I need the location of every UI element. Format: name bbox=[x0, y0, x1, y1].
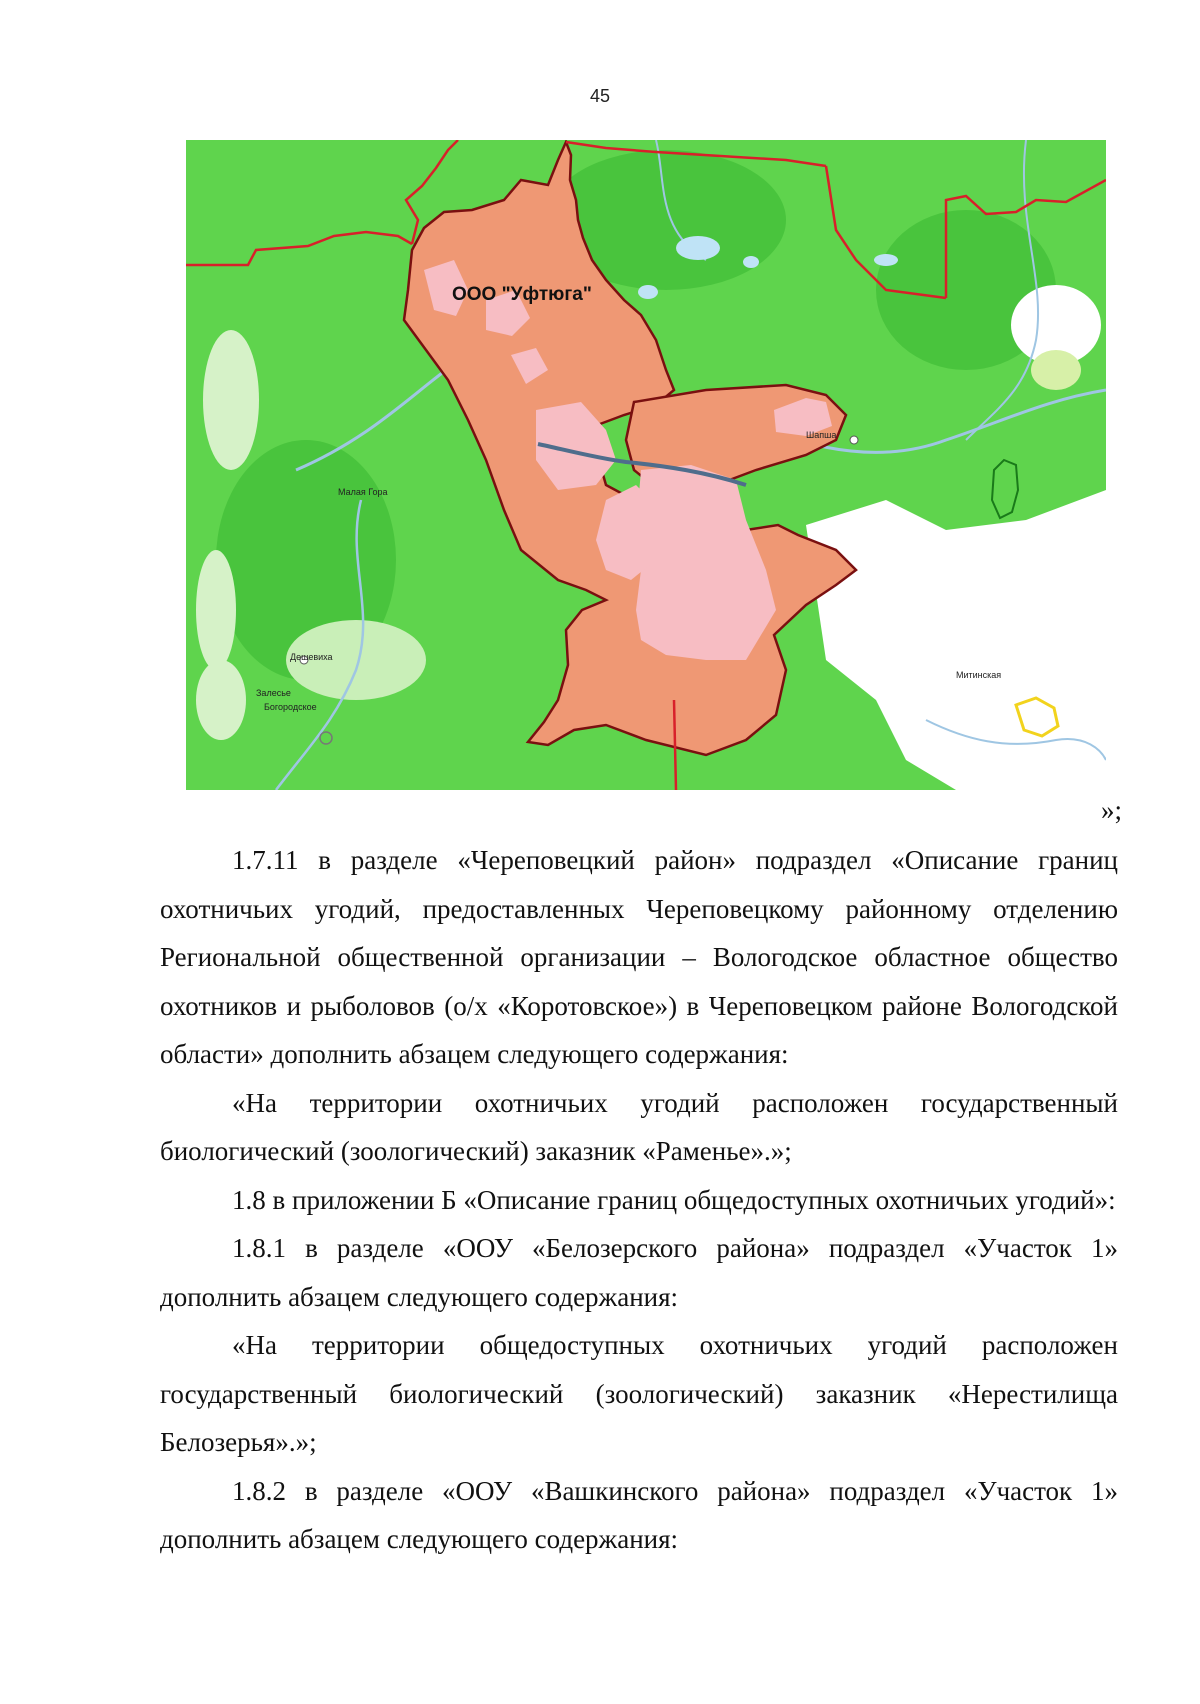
closing-quote-mark: »; bbox=[1100, 795, 1122, 825]
place-label-zalese: Залесье bbox=[256, 688, 291, 698]
clearing-area bbox=[1031, 350, 1081, 390]
place-label-bogorodskoe: Богородское bbox=[264, 702, 317, 712]
clearing-area bbox=[196, 550, 236, 670]
settlement-marker bbox=[850, 436, 858, 444]
place-label-shapsha: Шапша bbox=[806, 430, 837, 440]
clearing-area bbox=[196, 660, 246, 740]
page-number: 45 bbox=[589, 86, 611, 106]
lake bbox=[676, 236, 720, 260]
org-label: ООО "Уфтюга" bbox=[452, 284, 592, 305]
lake bbox=[874, 254, 898, 266]
paragraph-quote-ramene: «На территории охотничьих угодий расположен государственный биологический (зоологический) заказник «Раменье».»; bbox=[160, 1087, 1118, 1166]
lake bbox=[743, 256, 759, 268]
clearing-area bbox=[203, 330, 259, 470]
paragraph-1-8: 1.8 в приложении Б «Описание границ общедоступных охотничьих угодий»: bbox=[232, 1184, 1116, 1215]
place-label-deshevikha: Дешевиха bbox=[290, 652, 333, 662]
paragraph-1-7-11: 1.7.11 в разделе «Череповецкий район» подраздел «Описание границ охотничьих угодий, предоставленных Череповецкому районному отделению Региональной общественной организации – Вологодское областное общество охотников и рыболовов (о/х «Коротовское») в Череповецком районе Вологодской области» дополнить абзацем следующего содержания: bbox=[160, 845, 1118, 1069]
lake bbox=[638, 285, 658, 299]
document-body bbox=[160, 836, 1118, 1564]
paragraph-quote-belozerya: «На территории общедоступных охотничьих угодий расположен государственный биологический (зоологический) заказник «Нерестилища Белозерья».»; bbox=[160, 1330, 1118, 1457]
paragraph-1-8-1: 1.8.1 в разделе «ООУ «Белозерского района» подраздел «Участок 1» дополнить абзацем следующего содержания: bbox=[160, 1233, 1118, 1312]
hunting-grounds-map bbox=[186, 140, 1106, 790]
place-label-mitinskaya: Митинская bbox=[956, 670, 1002, 680]
paragraph-1-8-2: 1.8.2 в разделе «ООУ «Вашкинского района» подраздел «Участок 1» дополнить абзацем следующего содержания: bbox=[160, 1475, 1118, 1554]
place-label-malaya-gora: Малая Гора bbox=[338, 487, 388, 497]
